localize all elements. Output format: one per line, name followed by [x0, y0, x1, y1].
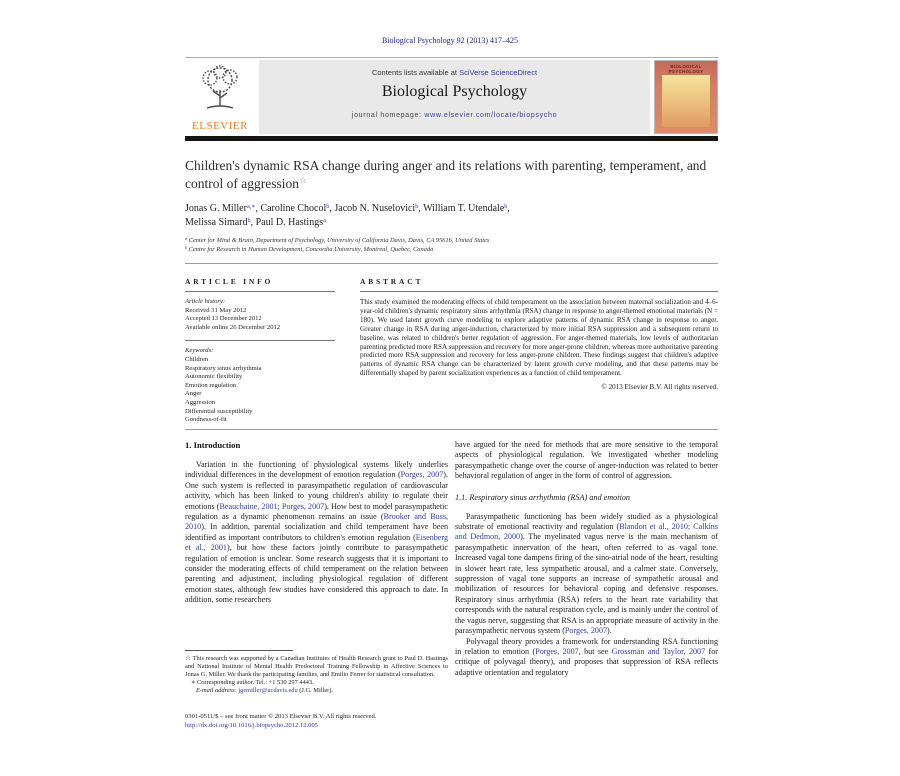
affiliation-b: [185, 246, 718, 255]
abstract-column: [360, 277, 718, 391]
text-segment: E-mail address:: [196, 687, 239, 695]
keyword-item: Emotion regulation: [185, 381, 237, 389]
journal-banner: [259, 60, 650, 134]
text-segment: ).: [607, 626, 612, 636]
author-line-1: [185, 203, 718, 217]
text-segment: , Caroline Chocol: [255, 203, 327, 214]
divider: [185, 291, 335, 292]
footnote-divider: [185, 650, 293, 651]
text-segment: a,∗: [246, 203, 256, 211]
citation-link[interactable]: Beauchaine, 2001; Porges, 2007: [219, 501, 325, 511]
text-segment: Parasympathetic functioning has been widely studied as a physiological substrate of emotional reactivity and regulation (: [455, 511, 718, 532]
citation-link[interactable]: Eisenberg et al., 2001: [185, 532, 448, 553]
text-segment: , Paul D. Hastings: [250, 216, 324, 228]
journal-cover-thumbnail[interactable]: [654, 60, 718, 134]
text-segment: a: [323, 216, 326, 224]
text-segment: ). The myelinated vagus nerve is the main mechanism of parasympathetic innervation of the heart, often referred to as vagal tone. Increased vagal tone dampens firing of the sino-atrial node of the heart, resulting in slower heart rate, less sympathetic arousal, and a calmer state. Conversely, suppression of vagal tone supports an increase of sympathetic arousal and mobilization of resources for behavioral coping and defensive responses. Respiratory sinus arrhythmia (RSA) refers to the heart rate variability that corresponds with the natural respiration cycle, and is mainly under the control of the vagus nerve, suggesting that RSA is an appropriate measure of activity in the parasympathetic nervous system (: [455, 532, 718, 636]
affiliations: [185, 237, 718, 254]
text-segment: b: [185, 244, 187, 250]
keyword-item: Respiratory sinus arrhythmia: [185, 364, 262, 372]
text-segment: b: [504, 203, 508, 211]
keyword-item: Aggression: [185, 398, 216, 406]
elsevier-logo[interactable]: [185, 60, 255, 134]
body-paragraph: [455, 637, 718, 679]
journal-homepage-line: [259, 112, 650, 119]
divider: [185, 263, 718, 264]
text-segment: ☆: [298, 174, 307, 185]
text-segment: ). In addition, parental socialization and child temperament have been identified as important contributors to children's emotion regulation (: [185, 522, 448, 542]
divider: [185, 340, 335, 341]
keyword-item: Autonomic flexibility: [185, 373, 243, 381]
history-item: Received 31 May 2012: [185, 306, 247, 314]
header-black-bar: [185, 136, 718, 141]
affiliation-a: [185, 237, 718, 246]
article-info-column: [185, 277, 335, 425]
text-segment: b: [247, 216, 251, 224]
hyperlink[interactable]: jgemiller@ucdavis.edu: [238, 687, 298, 695]
author-list: [185, 203, 718, 230]
hyperlink[interactable]: SciVerse ScienceDirect: [459, 68, 538, 77]
keyword-item: Anger: [185, 390, 202, 398]
divider: [360, 291, 718, 292]
body-paragraph: have argued for the need for methods that are more sensitive to the temporal aspects of physiological regulation. We investigated whether modeling parasympathetic change over the course of anger-induction was related to better behavioral regulation of anger in the form of control of aggression.: [455, 440, 718, 481]
citation-link[interactable]: Brooker and Buss, 2010: [185, 512, 448, 532]
body-paragraph: [455, 512, 718, 637]
abstract-text: This study examined the moderating effects of child temperament on the association between maternal socialization and 4–6-year-old children's dynamic respiratory sinus arrhythmia (RSA) change in response to anger-themed emotional materials (N = 180). We used latent growth curve modeling to explore adaptive patterns of dynamic RSA change in response to anger. Greater change in RSA during anger-induction, characterized by more initial RSA suppression and a subsequent return to baseline, was related to children's better regulation of aggression. For anger-themed materials, low levels of authoritarian parenting predicted more RSA suppression and recovery for more anger-prone children, whereas more authoritative parenting predicted more RSA suppression and recovery for less anger-prone children. These findings suggest that children's adaptive patterns of dynamic RSA change can be characterized by latent growth curve modeling, and that these patterns may be differentially shaped by parent socialization experiences as a function of child temperament.: [360, 298, 718, 378]
cover-artwork: [662, 75, 710, 127]
text-segment: Contents lists available at: [371, 68, 460, 77]
citation-link[interactable]: Grossman and Taylor, 2007: [611, 646, 706, 656]
text-segment: for critique of polyvagal theory), and proposes that suppression of RSA reflects adaptive orientation and regulatory: [455, 646, 718, 677]
footnote-block: [185, 650, 448, 695]
article-info-heading: ARTICLE INFO: [185, 277, 274, 286]
citation-link[interactable]: Porges, 2007: [564, 626, 608, 636]
divider: [185, 429, 718, 430]
header-top-divider: [185, 57, 718, 58]
text-segment: journal homepage:: [351, 112, 425, 119]
abstract-heading: ABSTRACT: [360, 277, 424, 286]
author-line-2: [185, 217, 718, 231]
citation-link[interactable]: Blandon et al., 2010; Calkins and Dedmon, 2000: [455, 522, 719, 542]
text-segment: Variation in the functioning of physiological systems likely underlies individual differences in the development of emotion regulation (: [185, 460, 448, 480]
body-left-column: [185, 440, 448, 606]
running-head-journal-ref: Biological Psychology 92 (2013) 417–425: [382, 36, 518, 45]
copyright-line: © 2013 Elsevier B.V. All rights reserved.: [601, 383, 718, 392]
text-segment: , William T. Utendale: [418, 203, 505, 214]
text-segment: ,: [507, 203, 510, 214]
contents-lists-line: [259, 68, 650, 77]
text-segment: (J.G. Miller).: [297, 687, 334, 695]
text-segment: Jonas G. Miller: [185, 203, 247, 214]
citation-link[interactable]: Porges, 2007: [400, 470, 444, 480]
article-footer: [185, 713, 605, 730]
keyword-item: Differential susceptibility: [185, 407, 253, 415]
doi-line: [185, 722, 605, 731]
grant-footnote: ☆ This research was supported by a Canadian Institutes of Health Research grant to Paul D. Hastings and National Institute of Mental Health Predoctoral Training Fellowship in Affective Sciences to Jonas G. Miller. We thank the participating families, and Emilio Ferrer for statistical consultation.: [185, 655, 448, 679]
elsevier-wordmark: ELSEVIER: [192, 120, 248, 132]
article-history-label: Article history:: [185, 298, 226, 305]
text-segment: , Jacob N. Nuselovici: [329, 203, 416, 214]
text-segment: ). How best to model parasympathetic regulation as a dynamic phenomenon remains an issue (: [185, 501, 448, 522]
journal-header: [185, 60, 718, 134]
corresponding-author-note: ∗ Corresponding author. Tel.: +1 530 297 4443.: [191, 679, 314, 687]
body-right-column: [455, 440, 718, 678]
citation-link[interactable]: Porges, 2007: [535, 646, 579, 656]
issn-copyright-line: 0301-0511/$ – see front matter © 2013 Elsevier B.V. All rights reserved.: [185, 713, 377, 720]
hyperlink[interactable]: www.elsevier.com/locate/biopsycho: [424, 112, 558, 119]
keyword-item: Children: [185, 355, 209, 363]
text-segment: ). One such system is reflected in parasympathetic regulation of cardiovascular activity, which has been linked to young children's ability to regulate their emotions (: [185, 470, 449, 511]
article-title: [185, 157, 718, 194]
text-segment: Children's dynamic RSA change during anger and its relations with parenting, temperament, and control of aggression: [185, 158, 707, 191]
text-segment: Melissa Simard: [185, 216, 248, 228]
text-segment: Centre for Research in Human Development, Concordia University, Montreal, Quebec, Canada: [186, 245, 434, 253]
journal-title: Biological Psychology: [381, 83, 528, 100]
text-segment: Center for Mind & Brain, Department of Psychology, University of California Davis, Davis, CA 95616, United States: [186, 237, 490, 244]
section-heading-introduction: 1. Introduction: [185, 440, 241, 450]
text-segment: b: [326, 203, 330, 211]
text-segment: , but see: [578, 646, 612, 656]
hyperlink[interactable]: http://dx.doi.org/10.1016/j.biopsycho.2012.12.005: [185, 721, 319, 729]
text-segment: a: [185, 236, 187, 242]
history-item: Accepted 13 December 2012: [185, 315, 262, 323]
elsevier-tree-icon: [197, 64, 243, 114]
keyword-item: Goodness-of-fit: [185, 416, 227, 424]
text-segment: Polyvagal theory provides a framework for understanding RSA functioning in relation to emotion (: [455, 636, 718, 656]
keywords-label: Keywords:: [185, 347, 214, 355]
text-segment: b: [415, 203, 419, 211]
subsection-heading-rsa: 1.1. Respiratory sinus arrhythmia (RSA) and emotion: [455, 492, 630, 502]
history-item: Available online 26 December 2012: [185, 323, 281, 331]
cover-title: BIOLOGICAL PSYCHOLOGY: [668, 64, 704, 74]
intro-paragraph: [185, 460, 448, 606]
email-footnote: [185, 687, 448, 695]
text-segment: ), but how these factors jointly contribute to parasympathetic regulation of emotion is unclear. Some research suggests that it is important to consider the moderating effects of child temperament on the relation between parenting and adjustment, including physiological regulation of different emotion states, although few studies have considered this approach to date. In addition, some researchers: [185, 543, 448, 605]
